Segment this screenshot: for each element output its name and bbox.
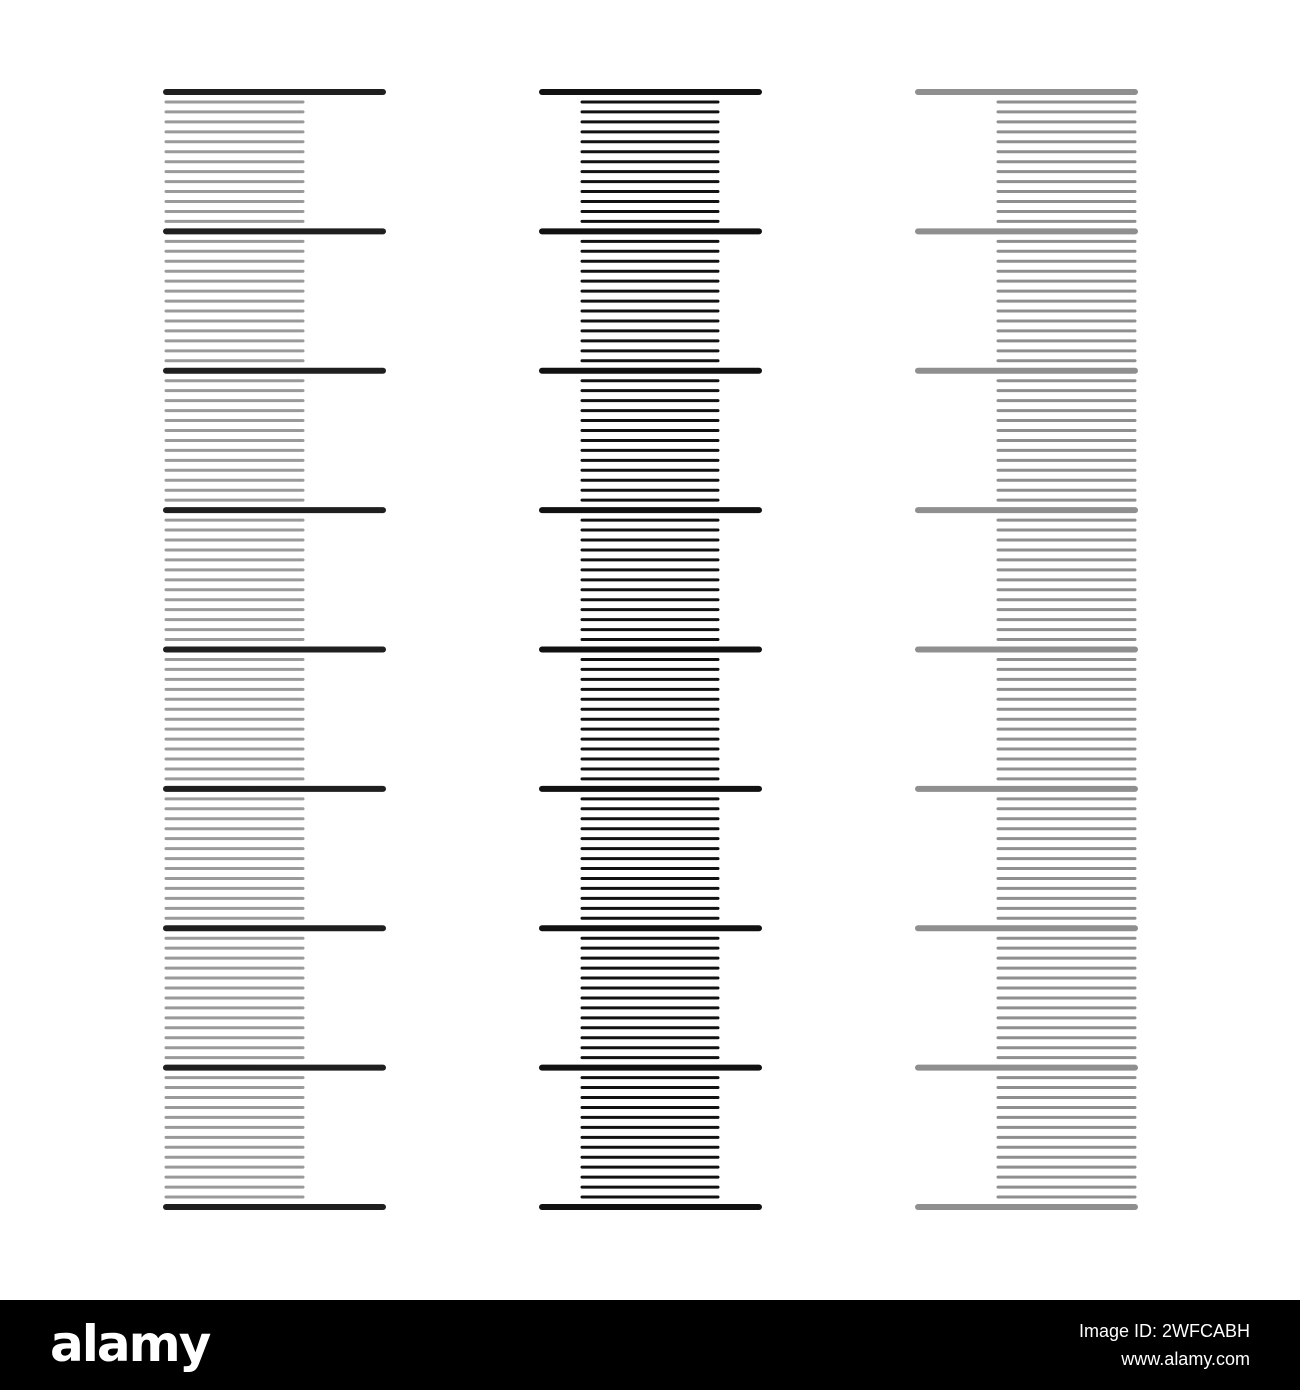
alamy-logo: alamy bbox=[50, 1315, 210, 1373]
site-url-label: www.alamy.com bbox=[1121, 1349, 1250, 1369]
scale-right bbox=[918, 92, 1135, 1207]
image-id-label: Image ID: 2WFCABH bbox=[1078, 1321, 1250, 1341]
scale-left bbox=[166, 92, 383, 1207]
stock-footer-bar bbox=[0, 1300, 1300, 1390]
scale-center bbox=[542, 92, 759, 1207]
